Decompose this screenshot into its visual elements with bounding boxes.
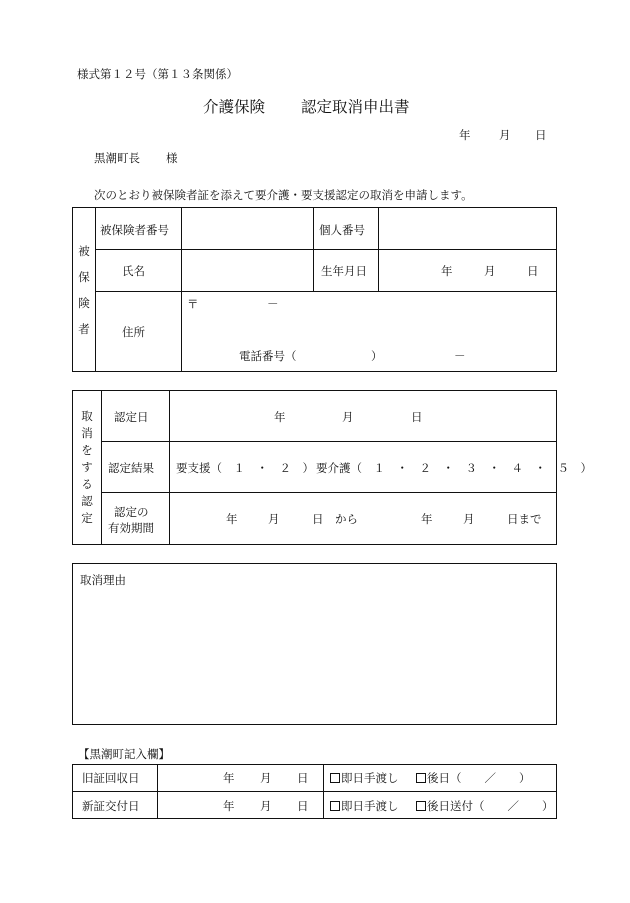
cert-year: 年 [274, 410, 286, 424]
reason-box[interactable] [72, 563, 557, 725]
validity-label-line1: 認定の [114, 505, 149, 519]
checkbox-icon [416, 773, 426, 783]
postal-mark: 〒 [187, 297, 199, 311]
validity-to-month: 月 [463, 512, 475, 526]
old-cert-option-immediate[interactable]: 即日手渡し [330, 770, 399, 786]
checkbox-icon [416, 801, 426, 811]
personal-number-field[interactable] [380, 209, 555, 248]
old-cert-month: 月 [260, 771, 272, 785]
validity-to-year: 年 [421, 512, 433, 526]
validity-to-day: 日まで [507, 512, 542, 526]
insured-number-label: 被保険者番号 [100, 223, 169, 237]
new-cert-day: 日 [297, 799, 309, 813]
name-field[interactable] [183, 251, 312, 290]
birth-day: 日 [527, 264, 539, 278]
new-cert-month: 月 [260, 799, 272, 813]
old-cert-day: 日 [297, 771, 309, 785]
result-support-options[interactable]: 要支援（ １ ・ ２ ） [176, 461, 314, 475]
validity-from: から [335, 512, 358, 526]
address-label: 住所 [122, 325, 145, 339]
result-label: 認定結果 [108, 461, 154, 475]
old-cert-option-later[interactable]: 後日（ ／ ） [416, 770, 531, 786]
checkbox-icon [330, 801, 340, 811]
old-cert-year: 年 [223, 771, 235, 785]
page-title-right: 認定取消申出書 [301, 98, 410, 116]
intro-text: 次のとおり被保険者証を添えて要介護・要支援認定の取消を申請します。 [94, 188, 473, 202]
postal-dash: － [267, 297, 279, 311]
validity-from-year: 年 [226, 512, 238, 526]
phone-dash: － [454, 349, 466, 363]
cert-day: 日 [411, 410, 423, 424]
validity-from-month: 月 [268, 512, 280, 526]
addressee: 黒潮町長 [94, 151, 140, 165]
certification-section-label: 取 消 を す る 認 定 [81, 409, 93, 526]
checkbox-icon [330, 773, 340, 783]
cert-date-label: 認定日 [114, 410, 149, 424]
reason-label: 取消理由 [80, 573, 126, 587]
phone-label: 電話番号（ [239, 349, 297, 363]
new-cert-option-later[interactable]: 後日送付（ ／ ） [416, 798, 554, 814]
new-cert-option-immediate[interactable]: 即日手渡し [330, 798, 399, 814]
date-month: 月 [499, 128, 511, 142]
birth-year: 年 [441, 264, 453, 278]
form-number: 様式第１２号（第１３条関係） [77, 67, 238, 81]
birth-month: 月 [484, 264, 496, 278]
validity-label-line2: 有効期間 [108, 521, 154, 535]
address-field[interactable] [183, 293, 555, 338]
name-label: 氏名 [122, 264, 145, 278]
page-title-left: 介護保険 [203, 98, 266, 116]
date-year: 年 [459, 128, 471, 142]
addressee-suffix: 様 [166, 151, 178, 165]
new-cert-label: 新証交付日 [82, 799, 140, 813]
cert-month: 月 [342, 410, 354, 424]
phone-close: ） [371, 349, 383, 363]
office-heading: 【黒潮町記入欄】 [78, 747, 170, 761]
date-day: 日 [535, 128, 547, 142]
result-care-options[interactable]: 要介護（ １ ・ ２ ・ ３ ・ ４ ・ ５ ） [316, 461, 592, 475]
birthdate-label: 生年月日 [321, 264, 367, 278]
personal-number-label: 個人番号 [319, 223, 365, 237]
insured-section-label: 被 保 険 者 [78, 244, 90, 337]
new-cert-year: 年 [223, 799, 235, 813]
old-cert-label: 旧証回収日 [82, 771, 140, 785]
insured-number-field[interactable] [183, 209, 312, 248]
validity-from-day: 日 [312, 512, 324, 526]
